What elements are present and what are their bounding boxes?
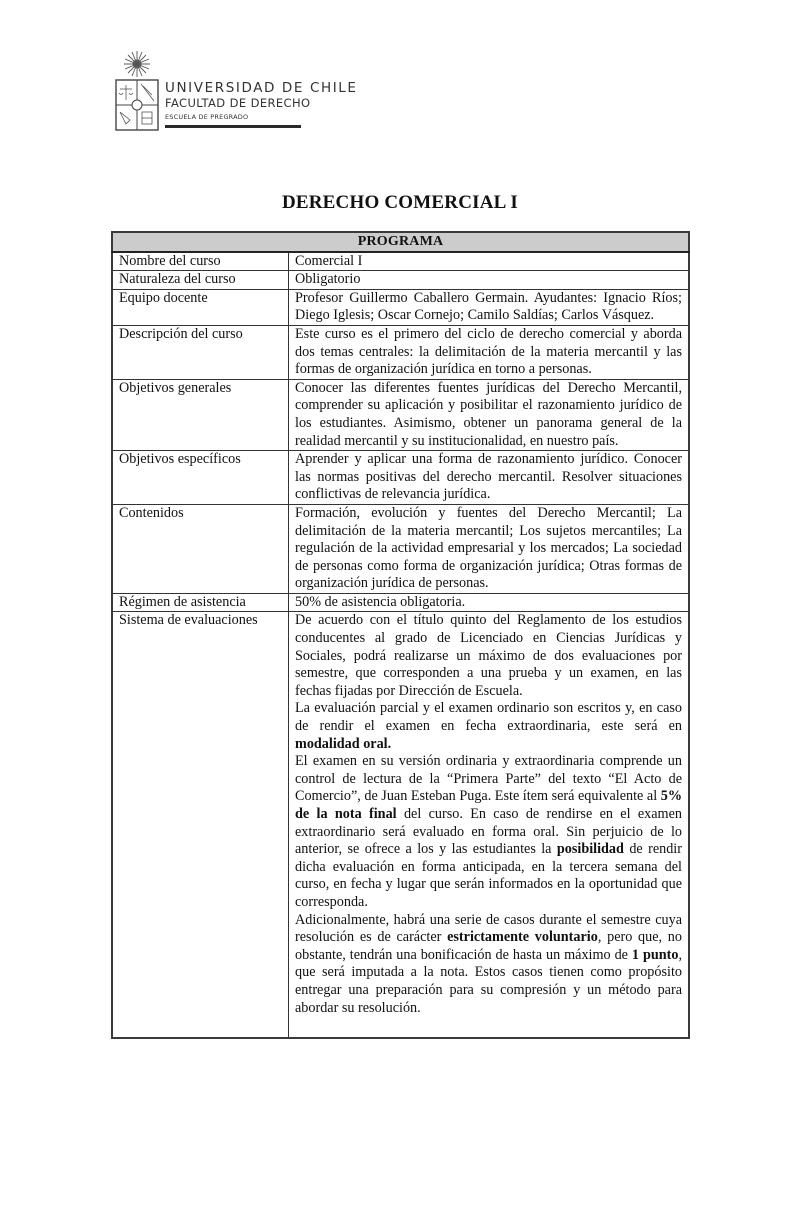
row-value: Aprender y aplicar una forma de razonamiento jurídico. Conocer las normas positivas del derecho mercantil. Resolver situaciones conflictivas de relevancia jurídica. (289, 451, 690, 505)
row-value: 50% de asistencia obligatoria. (289, 593, 690, 612)
row-label: Sistema de evaluaciones (112, 612, 289, 1038)
row-value: Profesor Guillermo Caballero Germain. Ayudantes: Ignacio Ríos; Diego Iglesis; Oscar Cornejo; Camilo Saldías; Carlos Vásquez. (289, 289, 690, 325)
row-value: Formación, evolución y fuentes del Derecho Mercantil; La delimitación de la materia mercantil; Los sujetos mercantiles; La regulación de la actividad empresarial y los mercados; La sociedad de personas como forma de organización jurídica; Otras formas de organización jurídica de personas. (289, 504, 690, 593)
school-name: ESCUELA DE PREGRADO (165, 113, 249, 121)
table-row-description (112, 325, 689, 379)
bold-text: posibilidad (556, 841, 624, 858)
row-label: Objetivos generales (112, 379, 289, 450)
row-value (289, 612, 690, 1038)
table-row-course-name (112, 252, 689, 271)
text-span: del curso. En caso de rendirse en el examen extraordinario será evaluado en forma oral. Sin perjuicio de lo anterior, se ofrece a los y las estudiantes la (295, 806, 682, 858)
row-value: Obligatorio (289, 271, 690, 290)
text-span: de rendir dicha evaluación en forma anticipada, en la tercera semana del curso, en fecha y lugar que serán informados en la oportunidad que corresponda. (295, 841, 682, 910)
row-value: Conocer las diferentes fuentes jurídicas del Derecho Mercantil, comprender su aplicación y posibilitar el razonamiento jurídico de los estudiantes. Asimismo, obtener un panorama general de la realidad mercantil y su institucionalidad, en nuestro país. (289, 379, 690, 450)
program-table (111, 231, 690, 1039)
university-name: UNIVERSIDAD DE CHILE (165, 80, 358, 96)
text-span: , que será imputada a la nota. Estos casos tienen como propósito entregar una preparación para su compresión y un método para abordar su resolución. (295, 946, 682, 1016)
row-label: Descripción del curso (112, 325, 289, 379)
table-row-course-nature (112, 271, 689, 290)
text-span: Adicionalmente, habrá una serie de casos durante el semestre cuya resolución es de carácter (295, 911, 682, 946)
row-label: Nombre del curso (112, 252, 289, 271)
faculty-name: FACULTAD DE DERECHO (165, 96, 311, 110)
table-header: PROGRAMA (112, 232, 689, 252)
row-label: Naturaleza del curso (112, 271, 289, 290)
university-crest-icon (114, 50, 160, 132)
text-span: La evaluación parcial y el examen ordinario son escritos y, en caso de rendir el examen en fecha extraordinaria, este será en (295, 700, 682, 735)
table-row-attendance (112, 593, 689, 612)
document-title: DERECHO COMERCIAL I (281, 192, 519, 213)
bold-text: estrictamente voluntario (447, 929, 598, 946)
table-row-specific-objectives (112, 451, 689, 505)
table-header-row (112, 232, 689, 252)
bold-text: 5% de la nota final (295, 788, 682, 822)
table-row-contents (112, 504, 689, 593)
row-label: Contenidos (112, 504, 289, 593)
table-row-evaluation-system (112, 612, 689, 1038)
row-label: Equipo docente (112, 289, 289, 325)
university-header (114, 50, 358, 132)
bold-text: 1 punto (631, 946, 679, 963)
table-row-teaching-team (112, 289, 689, 325)
row-value: Comercial I (289, 252, 690, 271)
evaluation-paragraph-1: De acuerdo con el título quinto del Reglamento de los estudios conducentes al grado de Licenciado en Ciencias Jurídicas y Sociales, podrá realizarse un máximo de dos evaluaciones por semestre, que corresponden a una prueba y un examen, en las fechas fijadas por Dirección de Escuela. (295, 612, 682, 699)
row-label: Objetivos específicos (112, 451, 289, 505)
table-row-general-objectives (112, 379, 689, 450)
header-rule (165, 125, 301, 128)
evaluation-paragraph-2 (295, 700, 682, 753)
text-span: El examen en su versión ordinaria y extraordinaria comprende un control de lectura de la “Primera Parte” del texto “El Acto de Comercio”, de Juan Esteban Puga. Este ítem será equivalente al (295, 753, 682, 805)
bold-text: modalidad oral. (295, 735, 392, 752)
row-label: Régimen de asistencia (112, 593, 289, 612)
row-value: Este curso es el primero del ciclo de derecho comercial y aborda dos temas centrales: la delimitación de la materia mercantil y las formas de organización jurídica en torno a personas. (289, 325, 690, 379)
text-span: , pero que, no obstante, tendrán una bonificación de hasta un máximo de (295, 929, 682, 963)
evaluation-paragraph-4 (295, 912, 682, 1018)
evaluation-paragraph-3 (295, 753, 682, 911)
